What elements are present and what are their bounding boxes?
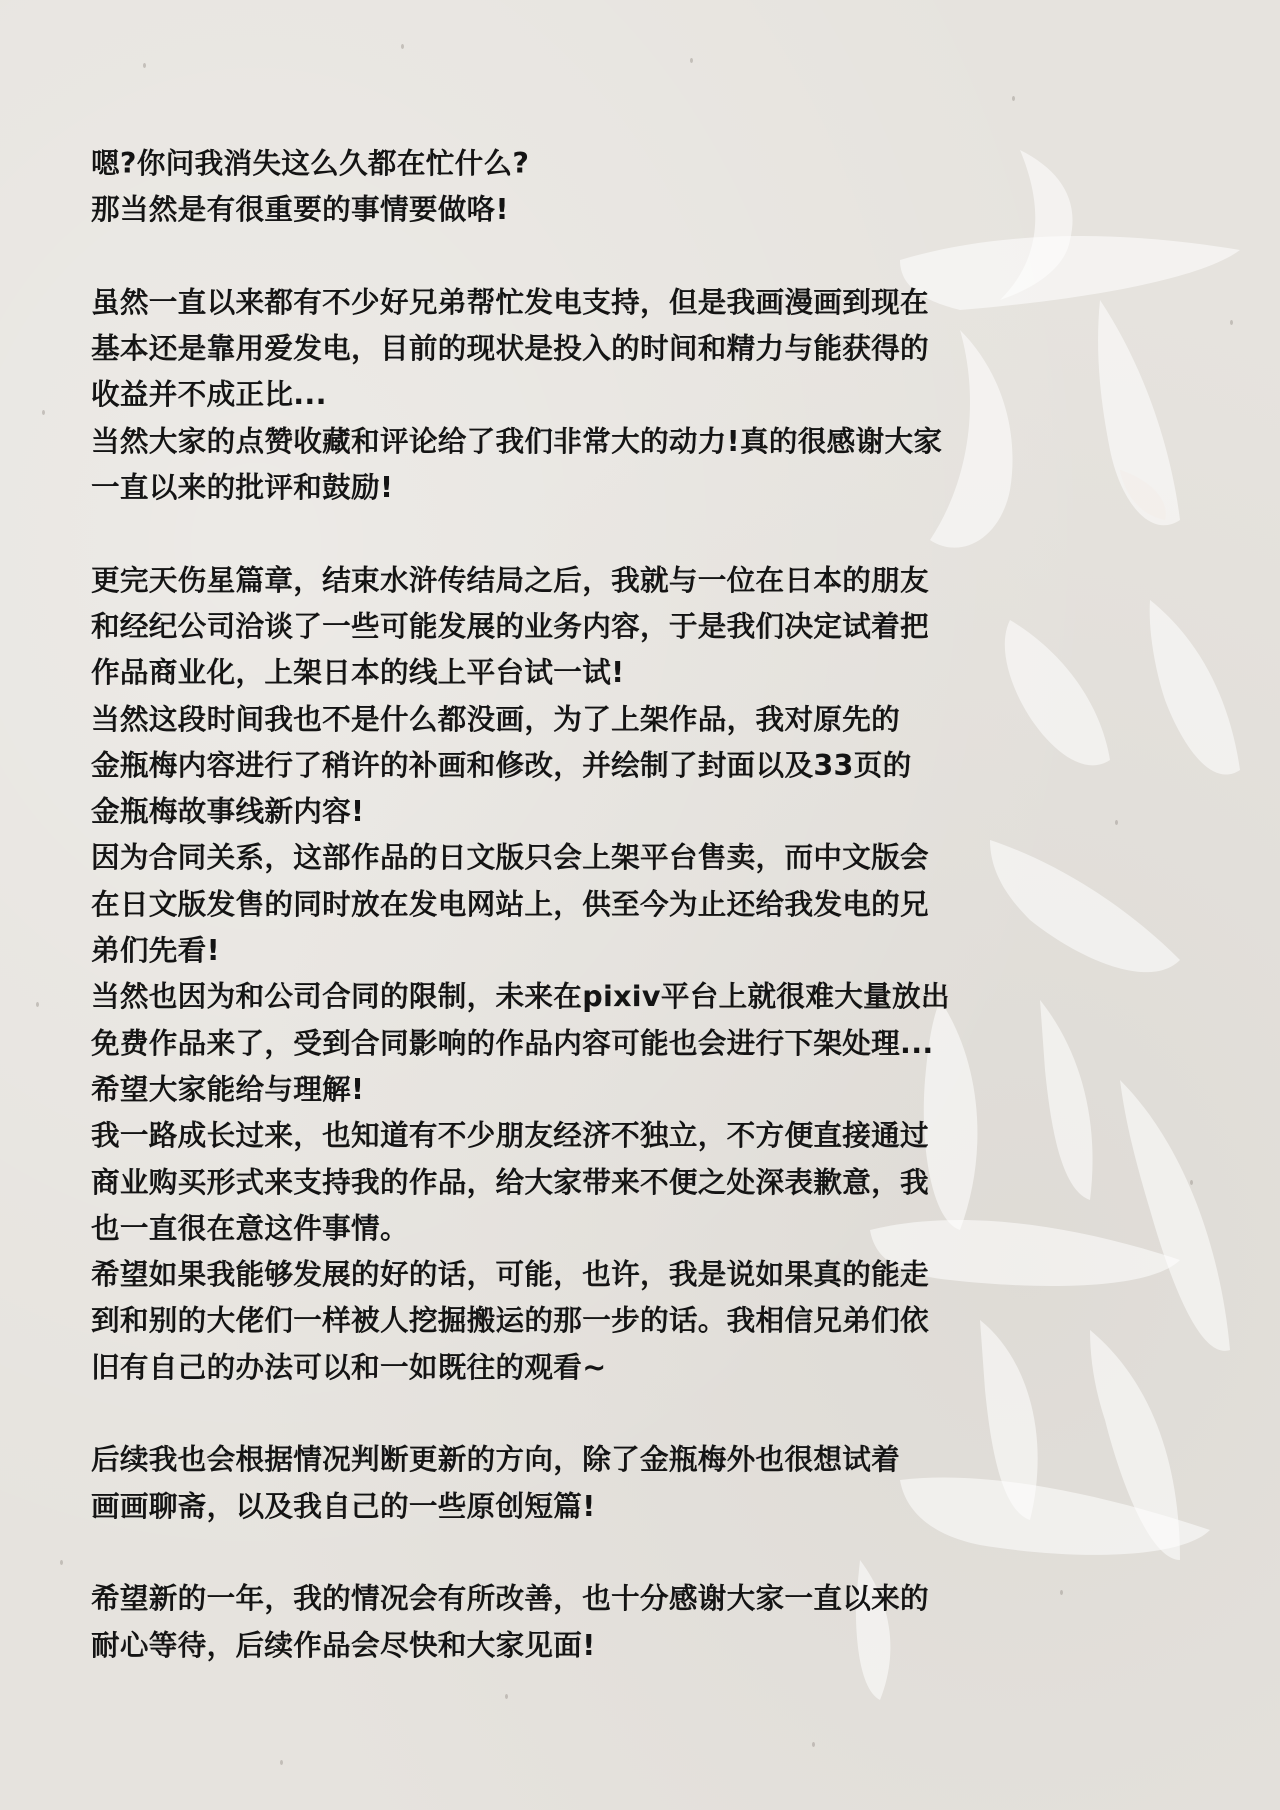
paragraph-gap (91, 510, 1031, 556)
text-line: 那当然是有很重要的事情要做咯! (91, 192, 509, 227)
paragraph (91, 557, 1031, 1390)
paragraph-gap (91, 1390, 1031, 1436)
text-line: 嗯?你问我消失这么久都在忙什么? (91, 146, 530, 180)
text-line: 和经纪公司洽谈了一些可能发展的业务内容，于是我们决定试着把 (91, 608, 929, 643)
text-line: 虽然一直以来都有不少好兄弟帮忙发电支持，但是我画漫画到现在 (91, 284, 929, 319)
text-line: 因为合同关系，这部作品的日文版只会上架平台售卖，而中文版会 (91, 840, 929, 875)
paragraph (91, 1436, 1031, 1529)
text-line: 希望新的一年，我的情况会有所改善，也十分感谢大家一直以来的 (91, 1581, 929, 1616)
paragraph-gap (91, 233, 1031, 279)
text-line: 作品商业化，上架日本的线上平台试一试! (91, 655, 625, 690)
text-line: 金瓶梅故事线新内容! (91, 794, 365, 829)
letter-body (91, 140, 1031, 1668)
text-line: 我一路成长过来，也知道有不少朋友经济不独立，不方便直接通过 (91, 1118, 929, 1153)
text-line: 旧有自己的办法可以和一如既往的观看~ (91, 1349, 607, 1384)
text-line: 更完天伤星篇章，结束水浒传结局之后，我就与一位在日本的朋友 (91, 562, 929, 597)
paragraph (91, 1575, 1031, 1668)
text-line: 当然大家的点赞收藏和评论给了我们非常大的动力!真的很感谢大家 (91, 423, 943, 458)
text-line: 基本还是靠用爱发电，目前的现状是投入的时间和精力与能获得的 (91, 331, 929, 366)
paragraph (91, 140, 1031, 233)
text-line: 一直以来的批评和鼓励! (91, 470, 394, 505)
text-line: 也一直很在意这件事情。 (91, 1210, 409, 1245)
text-line: 当然这段时间我也不是什么都没画，为了上架作品，我对原先的 (91, 701, 901, 736)
text-line: 希望大家能给与理解! (91, 1071, 365, 1106)
text-line: 商业购买形式来支持我的作品，给大家带来不便之处深表歉意，我 (91, 1164, 929, 1199)
text-line: 免费作品来了，受到合同影响的作品内容可能也会进行下架处理... (91, 1025, 934, 1060)
text-line: 到和别的大佬们一样被人挖掘搬运的那一步的话。我相信兄弟们依 (91, 1303, 929, 1338)
text-line: 希望如果我能够发展的好的话，可能，也许，我是说如果真的能走 (91, 1257, 929, 1292)
text-line: 画画聊斋，以及我自己的一些原创短篇! (91, 1488, 596, 1523)
text-line: 在日文版发售的同时放在发电网站上，供至今为止还给我发电的兄 (91, 886, 929, 921)
text-line: 当然也因为和公司合同的限制，未来在pixiv平台上就很难大量放出 (91, 979, 950, 1014)
paragraph (91, 279, 1031, 510)
text-line: 后续我也会根据情况判断更新的方向，除了金瓶梅外也很想试着 (91, 1442, 901, 1477)
text-line: 收益并不成正比... (91, 377, 327, 412)
paragraph-gap (91, 1529, 1031, 1575)
text-line: 弟们先看! (91, 933, 220, 968)
text-line: 金瓶梅内容进行了稍许的补画和修改，并绘制了封面以及33页的 (91, 747, 912, 782)
text-line: 耐心等待，后续作品会尽快和大家见面! (91, 1627, 596, 1662)
